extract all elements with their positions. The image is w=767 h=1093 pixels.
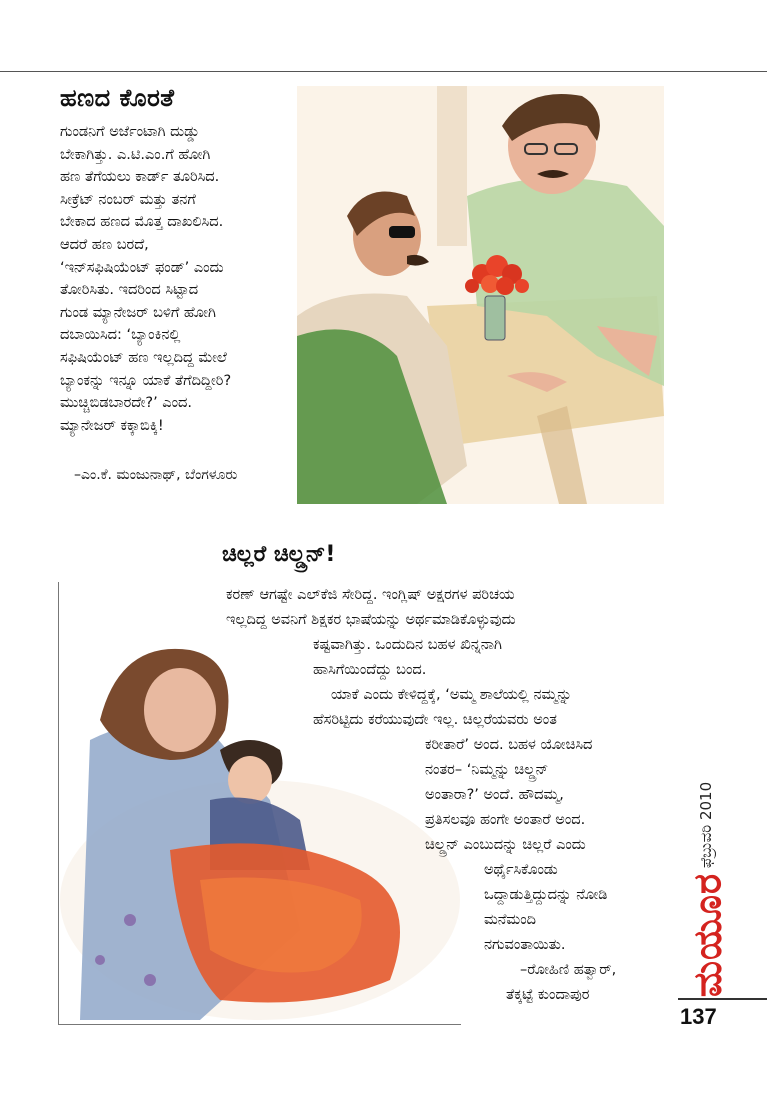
- top-rule: [0, 71, 767, 72]
- story2-line: ಇಲ್ಲದಿದ್ದ ಅವನಿಗೆ ಶಿಕ್ಷಕರ ಭಾಷೆಯನ್ನು ಅರ್ಥಮಾಡಿಕೊಳ್ಳುವುದು: [226, 612, 516, 628]
- story2-byline-name: –ರೋಹಿಣಿ ಹತ್ವಾರ್,: [520, 962, 617, 978]
- story2-line: ಕರಣ್ ಆಗಷ್ಟೇ ಎಲ್‌ಕೆಜಿ ಸೇರಿದ್ದ. ಇಂಗ್ಲಿಷ್ ಅಕ್ಷರಗಳ ಪರಿಚಯ: [226, 587, 515, 603]
- story2-line: ಅಂತಾರಾ?’ ಅಂದೆ. ಹೌದಮ್ಮ,: [425, 787, 564, 803]
- story1-byline: –ಎಂ.ಕೆ. ಮಂಜುನಾಥ್, ಬೆಂಗಳೂರು: [74, 467, 238, 483]
- story2-line: ಕಷ್ಟವಾಗಿತ್ತು. ಒಂದುದಿನ ಬಹಳ ಖಿನ್ನನಾಗಿ: [313, 637, 502, 653]
- story2-line: ನಗುವಂತಾಯಿತು.: [484, 937, 566, 953]
- story2-line: ಚಿಲ್ಡ್ರನ್ ಎಂಬುದನ್ನು ಚಿಲ್ಲರೆ ಎಂದು: [425, 837, 586, 853]
- story1-title: ಹಣದ ಕೊರತೆ: [60, 84, 175, 112]
- story2-line: ಪ್ರತಿಸಲವೂ ಹಂಗೇ ಅಂತಾರೆ ಅಂದ.: [425, 812, 586, 828]
- story2-line: ಅರ್ಥೈಸಿಕೊಂಡು: [484, 862, 558, 878]
- page-number: 137: [680, 1004, 717, 1029]
- story2-line: ನಂತರ– ‘ನಿಮ್ಮನ್ನು ಚಿಲ್ಡ್ರನ್: [425, 762, 549, 778]
- issue-date: ಫೆಬ್ರುವರಿ 2010: [697, 781, 715, 869]
- magazine-logo: ಮಯೂರ: [685, 872, 730, 998]
- story2-line: ಕರೀತಾರೆ’ ಅಂದ. ಬಹಳ ಯೋಚಿಸಿದ: [425, 737, 593, 753]
- story2-byline-place: ತೆಕ್ಕಟ್ಟೆ ಕುಂದಾಪುರ: [506, 987, 590, 1003]
- story2-line: ಯಾಕೆ ಎಂದು ಕೇಳಿದ್ದಕ್ಕೆ, ‘ಅಮ್ಮ ಶಾಲೆಯಲ್ಲಿ ನಮ್ಮನ್ನು: [331, 687, 572, 703]
- bottom-rule: [678, 998, 767, 1000]
- story1-body: ಗುಂಡನಿಗೆ ಅರ್ಜೆಂಟಾಗಿ ದುಡ್ಡು ಬೇಕಾಗಿತ್ತು. ಎ.ಟಿ.ಎಂ.ಗೆ ಹೋಗಿ ಹಣ ತೆಗೆಯಲು ಕಾರ್ಡ್ ತೂರಿಸಿದ. ಸೀಕ್ರೆಟ್ ನಂಬರ್ ಮತ್ತು ತನಗೆ ಬೇಕಾದ ಹಣದ ಮೊತ್ತ ದಾಖಲಿಸಿದ. ಆದರೆ ಹಣ ಬರದೆ, ‘ಇನ್‌ಸಫಿಷಿಯೆಂಟ್ ಫಂಡ್’ ಎಂದು ತೋರಿಸಿತು. ಇದರಿಂದ ಸಿಟ್ಟಾದ ಗುಂಡ ಮ್ಯಾನೇಜರ್ ಬಳಿಗೆ ಹೋಗಿ ದಬಾಯಿಸಿದ: ‘ಬ್ಯಾಂಕಿನಲ್ಲಿ ಸಫಿಷಿಯೆಂಟ್ ಹಣ ಇಲ್ಲದಿದ್ದ ಮೇಲೆ ಬ್ಯಾಂಕನ್ನು ಇನ್ನೂ ಯಾಕೆ ತೆಗೆದಿದ್ದೀರಿ? ಮುಚ್ಚಿಬಿಡಬಾರದೇ?’ ಎಂದ. ಮ್ಯಾನೇಜರ್ ಕಕ್ಕಾಬಿಕ್ಕಿ!: [60, 124, 232, 434]
- story2-line: ಹೆಸರಿಟ್ಟಿದು ಕರೆಯುವುದೇ ಇಲ್ಲ. ಚಿಲ್ಲರೆಯವರು ಅಂತ: [313, 712, 557, 728]
- story2-title: ಚಿಲ್ಲರೆ ಚಿಲ್ಡ್ರನ್!: [222, 542, 336, 567]
- atm-joke-illustration: [297, 86, 664, 504]
- story2-line: ಹಾಸಿಗೆಯಿಂದೆದ್ದು ಬಂದ.: [313, 662, 427, 678]
- story2-line: ಮನೆಮಂದಿ: [484, 912, 537, 928]
- story2-line: ಒದ್ದಾಡುತ್ತಿದ್ದುದನ್ನು ನೋಡಿ: [484, 887, 608, 903]
